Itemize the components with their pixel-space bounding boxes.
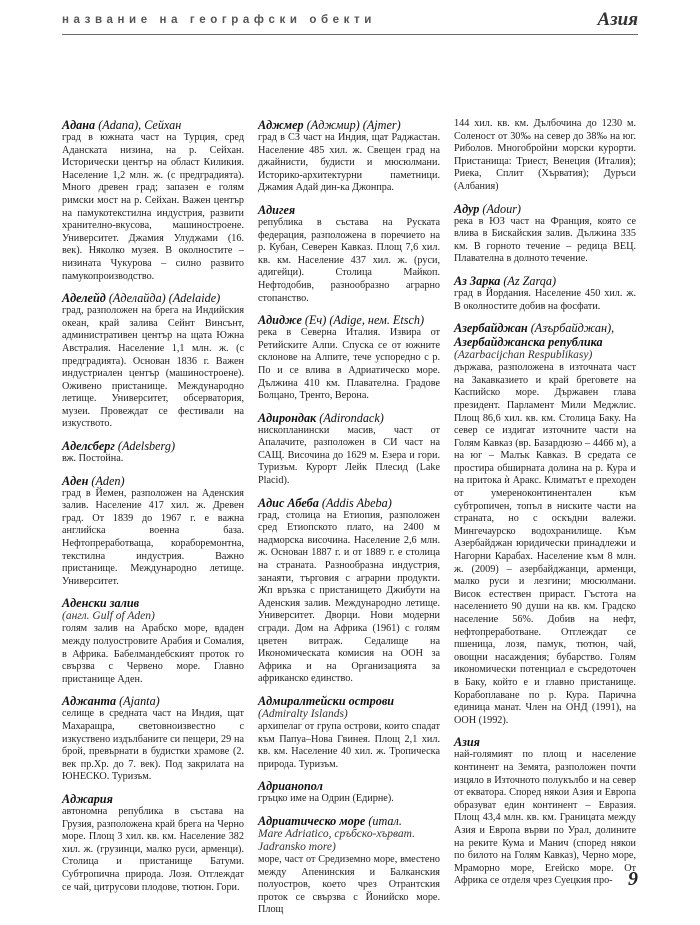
entry-alt-name: (Аделайда) (Adelaide) bbox=[105, 291, 221, 306]
entry-title bbox=[258, 203, 440, 217]
entry-headword: Адидже bbox=[258, 313, 302, 328]
entry-headword: Аз Зарка bbox=[454, 273, 501, 288]
entry-headword: Адмиралтейски острови bbox=[258, 693, 395, 708]
entry-headword: Аделсберг bbox=[62, 439, 115, 454]
dictionary-entry bbox=[62, 694, 244, 784]
entry-title bbox=[62, 792, 244, 806]
entry-title bbox=[454, 202, 636, 216]
entry-title bbox=[454, 274, 636, 288]
entry-title bbox=[62, 439, 244, 453]
entry-headword: Аджмер bbox=[258, 118, 304, 132]
entry-body: град, разположен на брега на Индийския океан, край залива Сейнт Винсънт, административен център на щата Южна Австралия. Население 1,1 млн. ж. (с предградията). Основан 1836 г. Важен индустриален център (машиностроене). Оживено пристанище. Международно летище. Университет, обсерватория, музеи. Провеждат се фестивали на изкуството. bbox=[62, 305, 244, 430]
entry-body: най-голямият по площ и население континент на Земята, разположен почти изцяло в Източното полукълбо и на север от екватора. Според някои Азия и Европа образуват един континент – Евразия. Площ 43,4 млн. кв. км. Границата между Азия и Европа върви по Урал, долините на реките Кума и Манич (според някои по билото на Голям Кавказ), Черно море, Мраморно море, Егейско море. От Африка се отделя чрез Суецкия про- bbox=[454, 749, 636, 887]
header-section-title: название на географски обекти bbox=[62, 14, 376, 26]
entry-title bbox=[258, 313, 440, 327]
dictionary-entry bbox=[454, 118, 636, 194]
dictionary-entry bbox=[258, 694, 440, 771]
entry-title bbox=[454, 735, 636, 749]
entry-headword: Аденски залив bbox=[62, 596, 140, 611]
page-header bbox=[0, 0, 700, 58]
entry-title bbox=[258, 411, 440, 425]
dictionary-entry bbox=[258, 496, 440, 686]
entry-body: автономна република в състава на Грузия, разположена край брега на Черно море. Площ 3 хил. кв. км. Население 382 хил. ж. (грузинци, малко руси, арменци). Столица и пристанище Батуми. Субтропична природа. Лозя. Отглеждат се чай, цитрусови плодове, тютюн. Гори. bbox=[62, 805, 244, 893]
entry-title bbox=[258, 779, 440, 793]
entry-alt-name: (Азърбайджан), bbox=[527, 321, 615, 336]
dictionary-entry bbox=[62, 291, 244, 431]
dictionary-entry bbox=[258, 411, 440, 488]
entry-body: държава, разположена в източната част на Закавказието и край бреговете на Каспийско море. Държавен глава президент. Парламент Мили Меджлис. Площ 86,6 хил. кв. км. Столица Баку. На север се издигат източните части на Голям Кавказ (вр. Базардюзю – 4466 м), а на юг – Малък Кавказ. В средата се простира обширната долина на р. Кура и на притока ѝ Аракс. Климатът е преходен от умереноконтинентален към субтропичен, топъл в ниските части на страната, но с оскъдни валежи. Мингечаурско водохранилище. Към Азербайджан юридически принадлежи и Нагорни Карабах. Население към 8 млн. ж. (2009) – азербайджанци, арменци, малко руси и лезгини; мюсюлмани. Висок естествен прираст. Гъстота на населението 90 души на кв. км. Градско население 56%. Добив на нефт, нефтопреработване. Отглеждат се пшеница, лозя, памук, тютюн, чай, овощни насаждения; бубарство. Голям икономически потенциал е съсредоточен в Баку, който е и главно пристанище. Корабоплаване по р. Кура. Парична единица манат. Член на ОНД (1991), на ООН (1992). bbox=[454, 362, 636, 726]
entry-headword: Аден bbox=[62, 473, 89, 488]
entry-subtitle: (Admiralty Islands) bbox=[258, 707, 348, 720]
entry-headword: Аджария bbox=[62, 791, 113, 806]
entry-title-secondary: Азербайджанска република bbox=[454, 335, 603, 350]
entry-body: нископланински масив, част от Апалачите, разположен в СИ част на САЩ. Височина до 1629 м. Езера и гори. Туризъм. Курорт Лейк Плесид (Lake Placid). bbox=[258, 424, 440, 487]
dictionary-entry bbox=[62, 792, 244, 894]
dictionary-entry bbox=[454, 321, 636, 727]
entry-body: град в СЗ част на Индия, щат Раджастан. Население 485 хил. ж. Свещен град на джайнисти, будисти и мюсюлмани. Историко-архитектурни паметници. Джамия Адай дин-ка Джонпра. bbox=[258, 132, 440, 194]
entry-alt-name: (Az Zarqa) bbox=[500, 273, 557, 288]
entry-title bbox=[258, 118, 440, 132]
entry-title bbox=[258, 694, 440, 708]
dictionary-entry bbox=[62, 439, 244, 466]
entry-alt-name: (Adour) bbox=[479, 201, 521, 216]
dictionary-entry bbox=[258, 779, 440, 806]
dictionary-entry bbox=[62, 596, 244, 686]
entry-body: море, част от Средиземно море, вместено между Апенинския и Балканския полуостров, което чрез Отрантския проток се свързва с Йонийско море. Площ bbox=[258, 853, 440, 916]
entry-title bbox=[258, 814, 440, 828]
dictionary-entry bbox=[258, 118, 440, 195]
entry-body: река в ЮЗ част на Франция, която се влива в Бискайския залив. Дължина 335 км. В горното течение – редица ВЕЦ. Плавателна в долното течение. bbox=[454, 215, 636, 265]
entry-body: град в южната част на Турция, сред Аданската низина, на р. Сейхан. Исторически център на област Киликия. Население 1,2 млн. ж. (с предградията). Много древен град; запазен е голям римски мост на р. Сейхан. Важен център на памукотекстилна индустрия, развити хранително-вкусова, машиностроене. Университет. Джамия Улуджами (16. век). Няколко музея. В околностите – низината Чукурова – силно развито памукопроизводство. bbox=[62, 132, 244, 282]
entry-body: град в Йемен, разположен на Аденския залив. Население 417 хил. ж. Древен град. От 1839 до 1967 г. е важна английска военна база. Нефтопреработваща, кораборемонтна, текстилна индустрия. Важно пристанище. Международно летище. Университет. bbox=[62, 487, 244, 587]
entry-body: град в Йордания. Население 450 хил. ж. В околностите добив на фосфати. bbox=[454, 287, 636, 312]
header-continent: Азия bbox=[597, 9, 638, 30]
entry-headword: Азербайджан bbox=[454, 321, 528, 336]
entry-headword: Адриатическо море bbox=[258, 813, 366, 828]
entry-body: република в състава на Руската федерация, разположена в поречието на р. Кубан, Северен Кавказ. Площ 7,6 хил. кв. км. Население 437 хил. ж. (руси, адигейци). Столица Майкоп. Нефтодобив, разнообразно аграрно стопанство. bbox=[258, 216, 440, 304]
entry-alt-name: (итал. bbox=[365, 813, 402, 828]
entry-body: гръцко име на Одрин (Едирне). bbox=[258, 793, 394, 805]
entry-headword: Адрианопол bbox=[258, 779, 323, 794]
entry-body: 144 хил. кв. км. Дълбочина до 1230 м. Соленост от 30‰ на север до 38‰ на юг. Риболов. Многобройни морски курорти. Пристанища: Триест, Венеция (Италия); Риека, Сплит (Хърватия); Дуръси (Албания) bbox=[454, 118, 636, 192]
entry-headword: Адирондак bbox=[258, 410, 317, 425]
entry-title bbox=[62, 291, 244, 305]
entry-title bbox=[62, 694, 244, 708]
entry-alt-name: (Еч) (Adige, нем. Etsch) bbox=[301, 313, 425, 328]
dictionary-entry bbox=[454, 274, 636, 313]
dictionary-entry bbox=[454, 202, 636, 266]
entry-subtitle-secondary: (Azarbacijchan Respublikasy) bbox=[454, 349, 593, 362]
entry-alt-name: (Adirondack) bbox=[316, 410, 384, 425]
entry-body: град, столица на Етиопия, разположен сред Етиопското плато, на 2400 м надморска височина. Население 2,6 млн. ж. Основан 1887 г. и от 1889 г. е столица на страната. Разнообразна индустрия, занаяти, търговия с аграрни продукти. Жп връзка с пристанището Джибути на Аденския залив. Международно летище. Университет. Дворци. Нови модерни сгради. Дом на Африка (1961) с голям цветен витраж. Седалище на Икономическата комисия на ООН за Африка и на Организацията за африканско единство. bbox=[258, 509, 440, 685]
dictionary-entry bbox=[62, 474, 244, 589]
entry-headword: Адана bbox=[62, 118, 96, 132]
entry-headword: Аделейд bbox=[62, 291, 106, 306]
entry-body: вж. Постойна. bbox=[62, 453, 124, 465]
entry-title bbox=[454, 321, 636, 335]
column-1 bbox=[62, 118, 244, 902]
column-2 bbox=[258, 118, 440, 925]
entry-headword: Азия bbox=[454, 735, 480, 750]
entry-headword: Аджанта bbox=[62, 694, 117, 709]
entry-alt-name: (Adelsberg) bbox=[114, 439, 176, 454]
entry-body: селище в средната част на Индия, щат Махаращра, световноизвестно с изкуствено издълбаните си пещери, 29 на брой, превърнати в будистки храмове (2. век пр.Хр. до 7. век). Под закрилата на ЮНЕСКО. Туризъм. bbox=[62, 708, 244, 783]
entry-alt-name: (Aden) bbox=[88, 473, 125, 488]
header-rule bbox=[62, 34, 638, 35]
entry-alt-name: (Ajanta) bbox=[116, 694, 160, 709]
entry-body: голям залив на Арабско море, вдаден между полуостровите Арабия и Сомалия, в Африка. Бабелмандебският проток го свързва с Червено море. Главно пристанище Аден. bbox=[62, 623, 244, 685]
dictionary-entry bbox=[258, 313, 440, 403]
column-3 bbox=[454, 118, 636, 896]
entry-subtitle: (англ. Gulf of Aden) bbox=[62, 610, 155, 623]
dictionary-entry bbox=[258, 203, 440, 305]
entry-headword: Адис Абеба bbox=[258, 495, 319, 510]
entry-alt-name: (Adana), Сейхан bbox=[95, 118, 182, 132]
entry-title bbox=[62, 596, 244, 610]
entry-body: река в Северна Италия. Извира от Ретийските Алпи. Спуска се от южните склонове на Алпите, тече успоредно с р. По и се влива в Адриатическо море. Дължина 410 км. Плавателна. Градове Болцано, Тренто, Верона. bbox=[258, 327, 440, 402]
entry-subtitle: Mare Adriatico, сръбско-хърват. Jadransko more) bbox=[258, 827, 415, 853]
entry-headword: Адур bbox=[454, 201, 480, 216]
dictionary-entry bbox=[62, 118, 244, 283]
dictionary-entry bbox=[454, 735, 636, 888]
dictionary-entry bbox=[258, 814, 440, 917]
page-number: 9 bbox=[628, 868, 638, 890]
entry-title bbox=[62, 118, 244, 132]
entry-body: архипелаг от група острови, които спадат към Папуа–Нова Гвинея. Площ 2,1 хил. кв. км. Население 40 хил. ж. Тропическа природа. Туризъм. bbox=[258, 720, 440, 770]
entry-alt-name: (Addis Abeba) bbox=[318, 495, 392, 510]
entry-title bbox=[258, 496, 440, 510]
entry-alt-name: (Аджмир) (Ajmer) bbox=[303, 118, 401, 132]
entry-headword: Адигея bbox=[258, 202, 296, 217]
entry-title bbox=[62, 474, 244, 488]
